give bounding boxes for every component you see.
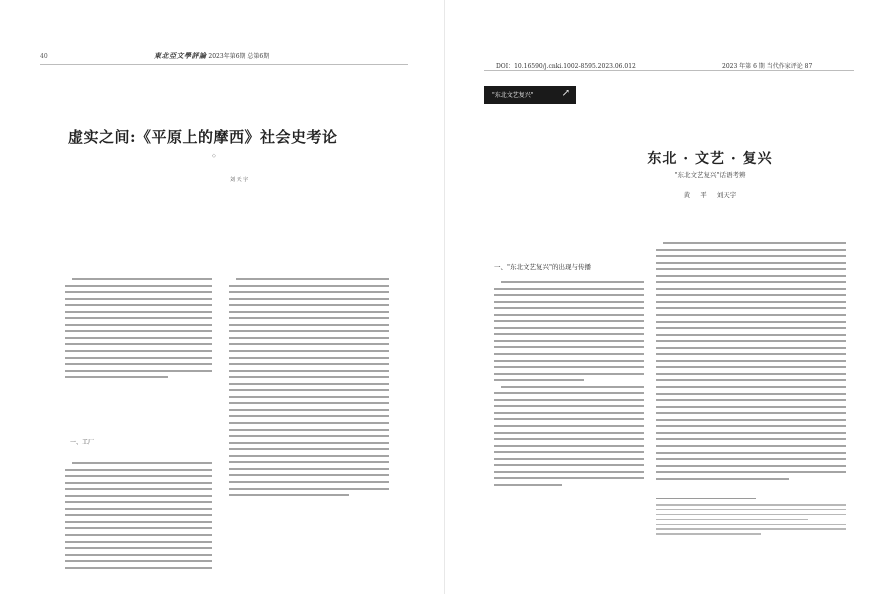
journal-logo: 東北亞文學評論 xyxy=(154,51,207,60)
footnote-rule xyxy=(656,498,756,499)
left-page-column-1 xyxy=(65,278,212,383)
right-article-title: 东北 · 文艺 · 复兴 xyxy=(647,151,773,167)
right-journal-name: 当代作家评论 xyxy=(766,63,803,70)
banner-logo-icon: ↗ xyxy=(561,88,570,99)
right-running-head xyxy=(722,61,812,70)
left-page-number: 40 xyxy=(40,53,48,60)
left-running-head xyxy=(154,51,269,61)
article-title: 虚实之间:《平原上的摩西》社会史考论 xyxy=(68,128,338,146)
left-page-column-1-b xyxy=(65,462,212,573)
right-page-column-1 xyxy=(494,281,644,491)
right-header-rule xyxy=(484,70,854,71)
right-page-column-2 xyxy=(656,242,846,484)
left-header-rule xyxy=(40,64,408,65)
column-banner xyxy=(484,86,576,104)
right-page-number: 87 xyxy=(804,63,813,70)
left-journal-issue: 2023年第6期 总第6期 xyxy=(208,53,270,60)
banner-label: "东北文艺复兴" xyxy=(492,92,534,99)
left-page-column-2 xyxy=(229,278,389,501)
article-author: 刘 天 宇 xyxy=(230,177,249,183)
right-journal-issue: 2023 年第 6 期 xyxy=(722,63,765,70)
footnotes xyxy=(656,504,846,538)
doi-text: DOI：10.16590/j.cnki.1002-8595.2023.06.012 xyxy=(496,63,636,70)
right-article-authors: 黄 平 刘天宇 xyxy=(683,191,737,199)
right-section-heading: 一、"东北文艺复兴"的出现与传播 xyxy=(494,263,591,271)
ornament-mark: ◇ xyxy=(212,153,216,159)
right-article-subtitle: "东北文艺复兴"话语考辨 xyxy=(674,171,746,179)
left-section-heading: 一、工厂 xyxy=(70,439,95,446)
